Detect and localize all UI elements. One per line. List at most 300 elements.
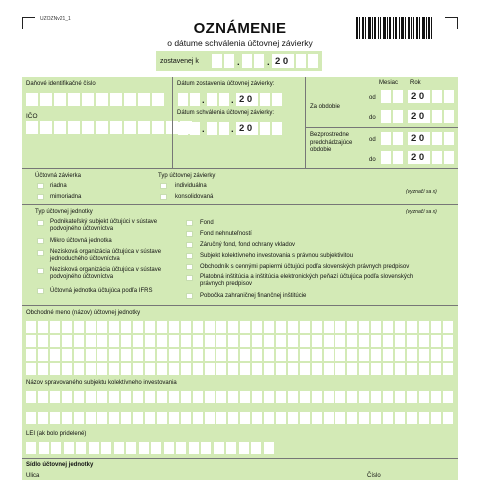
business-name-cells-cell[interactable]	[359, 363, 369, 375]
fund-manager-cells-cell[interactable]	[300, 391, 310, 403]
compiled-month-2[interactable]	[219, 93, 229, 106]
business-name-cells-cell[interactable]	[121, 363, 131, 375]
statement-type-checkbox-1[interactable]	[37, 183, 44, 189]
previous-from-label: od	[369, 137, 376, 143]
business-name-cells-cell[interactable]	[193, 335, 203, 347]
compiled-day-2[interactable]	[190, 93, 200, 106]
business-name-cells-cell[interactable]	[264, 335, 274, 347]
business-name-cells-cell[interactable]	[252, 335, 262, 347]
fund-manager-cells-cell[interactable]	[443, 391, 453, 403]
business-name-cells-cell[interactable]	[26, 335, 36, 347]
fund-manager-cells-cell[interactable]	[276, 412, 286, 424]
lei-cells-cell[interactable]	[89, 442, 99, 454]
business-name-cells-cell[interactable]	[252, 363, 262, 375]
business-name-cells-cell[interactable]	[157, 363, 167, 375]
business-name-cells-cell[interactable]	[371, 349, 381, 361]
business-name-cells-cell[interactable]	[74, 321, 84, 333]
business-name-cells-cell[interactable]	[97, 335, 107, 347]
business-name-cells-cell[interactable]	[26, 321, 36, 333]
fund-manager-cells-cell[interactable]	[216, 412, 226, 424]
business-name-cells-cell[interactable]	[86, 349, 96, 361]
business-name-cells-cell[interactable]	[383, 363, 393, 375]
business-name-cells-cell[interactable]	[240, 363, 250, 375]
business-name-cells-cell[interactable]	[407, 363, 417, 375]
business-name-cells-cell[interactable]	[443, 335, 453, 347]
business-name-cells-cell[interactable]	[38, 349, 48, 361]
business-name-cells-cell[interactable]	[109, 335, 119, 347]
entity-left-checkbox-5[interactable]	[37, 288, 44, 294]
current-from-month-2[interactable]	[393, 90, 403, 103]
business-name-cells-cell[interactable]	[121, 321, 131, 333]
previous-to-month-1[interactable]	[381, 151, 391, 164]
business-name-cells-cell[interactable]	[383, 349, 393, 361]
current-to-month-2[interactable]	[393, 110, 403, 123]
business-name-cells-cell[interactable]	[145, 335, 155, 347]
entity-right-checkbox-3[interactable]	[186, 242, 193, 248]
business-name-cells-cell[interactable]	[74, 349, 84, 361]
divider-names	[22, 305, 458, 306]
business-name-cells-cell[interactable]	[347, 349, 357, 361]
business-name-cells-cell[interactable]	[38, 321, 48, 333]
approved-month-1[interactable]	[207, 122, 217, 135]
fund-manager-cells-cell[interactable]	[252, 412, 262, 424]
month-header: Mesiac	[379, 80, 399, 86]
compiled-date-label: zostavenej k	[160, 58, 199, 65]
fund-manager-cells-cell[interactable]	[419, 391, 429, 403]
fund-manager-cells-cell[interactable]	[395, 412, 405, 424]
fund-manager-cells-cell[interactable]	[97, 412, 107, 424]
business-name-cells-cell[interactable]	[419, 335, 429, 347]
business-name-cells-cell[interactable]	[264, 321, 274, 333]
business-name-cells-cell[interactable]	[300, 349, 310, 361]
business-name-cells-cell[interactable]	[395, 321, 405, 333]
fund-manager-cells-cell[interactable]	[121, 412, 131, 424]
fund-manager-cells-cell[interactable]	[395, 391, 405, 403]
compiled-month-cell-2[interactable]	[254, 54, 264, 68]
business-name-cells-cell[interactable]	[383, 321, 393, 333]
fund-manager-cells-cell[interactable]	[312, 412, 322, 424]
statement-kind-checkbox-2[interactable]	[160, 194, 167, 200]
business-name-cells-cell[interactable]	[145, 321, 155, 333]
fund-manager-cells-cell[interactable]	[133, 391, 143, 403]
compiled-day-cell-2[interactable]	[224, 54, 234, 68]
compiled-month-1[interactable]	[207, 93, 217, 106]
fund-manager-cells-cell[interactable]	[181, 412, 191, 424]
business-name-cells-cell[interactable]	[288, 363, 298, 375]
business-name-cells-cell[interactable]	[216, 321, 226, 333]
business-name-cells-cell[interactable]	[395, 349, 405, 361]
business-name-cells-cell[interactable]	[86, 321, 96, 333]
fund-manager-cells-cell[interactable]	[121, 391, 131, 403]
business-name-cells-cell[interactable]	[205, 335, 215, 347]
fund-manager-cells-cell[interactable]	[86, 391, 96, 403]
business-name-cells-cell[interactable]	[347, 335, 357, 347]
business-name-cells-cell[interactable]	[86, 363, 96, 375]
compiled-day-1[interactable]	[178, 93, 188, 106]
fund-manager-cells-cell[interactable]	[264, 391, 274, 403]
previous-from-month-1[interactable]	[381, 132, 391, 145]
entity-right-checkbox-7[interactable]	[186, 293, 193, 299]
fund-manager-cells-cell[interactable]	[133, 412, 143, 424]
fund-manager-cells-cell[interactable]	[50, 412, 60, 424]
fund-manager-cells-cell[interactable]	[74, 412, 84, 424]
business-name-cells-cell[interactable]	[407, 321, 417, 333]
business-name-cells-cell[interactable]	[121, 349, 131, 361]
fund-manager-cells-cell[interactable]	[157, 391, 167, 403]
fund-manager-cells-cell[interactable]	[276, 391, 286, 403]
business-name-cells-cell[interactable]	[264, 349, 274, 361]
business-name-cells-cell[interactable]	[335, 321, 345, 333]
compiled-year-cell-2[interactable]	[308, 54, 318, 68]
business-name-cells-cell[interactable]	[205, 321, 215, 333]
lei-cells-cell[interactable]	[214, 442, 224, 454]
business-name-cells-cell[interactable]	[181, 349, 191, 361]
business-name-cells-cell[interactable]	[431, 335, 441, 347]
lei-cells-cell[interactable]	[76, 442, 86, 454]
business-name-cells-cell[interactable]	[443, 321, 453, 333]
business-name-cells-cell[interactable]	[193, 321, 203, 333]
business-name-cells-cell[interactable]	[62, 363, 72, 375]
lei-cells-cell[interactable]	[176, 442, 186, 454]
fund-manager-cells-cell[interactable]	[145, 391, 155, 403]
lei-cells-cell[interactable]	[251, 442, 261, 454]
business-name-cells-cell[interactable]	[240, 335, 250, 347]
lei-cells-cell[interactable]	[26, 442, 36, 454]
fund-manager-cells-cell[interactable]	[324, 412, 334, 424]
fund-manager-cells-cell[interactable]	[359, 391, 369, 403]
business-name-cells-cell[interactable]	[169, 363, 179, 375]
ico-cells[interactable]	[26, 121, 192, 134]
fund-manager-cells-cell[interactable]	[371, 412, 381, 424]
approved-month-2[interactable]	[219, 122, 229, 135]
business-name-cells-cell[interactable]	[97, 349, 107, 361]
barcode	[356, 17, 432, 39]
fund-manager-cells-cell[interactable]	[252, 391, 262, 403]
business-name-cells-cell[interactable]	[300, 335, 310, 347]
business-name-cells-cell[interactable]	[312, 363, 322, 375]
business-name-cells-cell[interactable]	[50, 363, 60, 375]
fund-manager-cells-cell[interactable]	[38, 391, 48, 403]
business-name-cells-cell[interactable]	[347, 321, 357, 333]
fund-manager-cells-cell[interactable]	[419, 412, 429, 424]
business-name-cells-cell[interactable]	[288, 335, 298, 347]
business-name-cells-cell[interactable]	[419, 349, 429, 361]
fund-manager-cells-cell[interactable]	[145, 412, 155, 424]
business-name-cells-cell[interactable]	[240, 349, 250, 361]
business-name-cells-cell[interactable]	[300, 363, 310, 375]
fund-manager-cells-cell[interactable]	[240, 391, 250, 403]
business-name-cells-cell[interactable]	[86, 335, 96, 347]
business-name-cells-cell[interactable]	[109, 349, 119, 361]
lei-cells-cell[interactable]	[39, 442, 49, 454]
business-name-cells-cell[interactable]	[288, 321, 298, 333]
fund-manager-cells-cell[interactable]	[312, 391, 322, 403]
statement-type-checkbox-2[interactable]	[37, 194, 44, 200]
business-name-cells-cell[interactable]	[97, 321, 107, 333]
business-name-cells-cell[interactable]	[133, 321, 143, 333]
business-name-cells-cell[interactable]	[133, 349, 143, 361]
fund-manager-cells-cell[interactable]	[181, 391, 191, 403]
business-name-cells-cell[interactable]	[324, 349, 334, 361]
approved-day-2[interactable]	[190, 122, 200, 135]
business-name-cells-cell[interactable]	[50, 321, 60, 333]
fund-manager-cells-cell[interactable]	[371, 391, 381, 403]
lei-cells-cell[interactable]	[264, 442, 274, 454]
lei-cells-cell[interactable]	[189, 442, 199, 454]
previous-to-year-2[interactable]	[444, 151, 454, 164]
business-name-cells-cell[interactable]	[443, 363, 453, 375]
divider-period-rows	[305, 127, 458, 128]
entity-right-checkbox-4[interactable]	[186, 253, 193, 259]
current-to-year-1[interactable]	[432, 110, 442, 123]
entity-right-checkbox-2[interactable]	[186, 231, 193, 237]
compiled-year-1[interactable]	[260, 93, 270, 106]
business-name-cells-cell[interactable]	[193, 363, 203, 375]
business-name-cells-cell[interactable]	[193, 349, 203, 361]
lei-cells-cell[interactable]	[114, 442, 124, 454]
business-name-cells-cell[interactable]	[324, 335, 334, 347]
business-name-cells-cell[interactable]	[216, 363, 226, 375]
fund-manager-cells-cell[interactable]	[169, 412, 179, 424]
business-name-cells-cell[interactable]	[50, 335, 60, 347]
business-name-cells-cell[interactable]	[383, 335, 393, 347]
business-name-cells-cell[interactable]	[181, 363, 191, 375]
business-name-cells-cell[interactable]	[407, 349, 417, 361]
business-name-cells-cell[interactable]	[133, 335, 143, 347]
business-name-cells-cell[interactable]	[407, 335, 417, 347]
previous-from-month-2[interactable]	[393, 132, 403, 145]
lei-cells-cell[interactable]	[64, 442, 74, 454]
approved-year-2[interactable]	[272, 122, 282, 135]
business-name-cells-cell[interactable]	[38, 335, 48, 347]
business-name-cells-cell[interactable]	[431, 321, 441, 333]
entity-left-checkbox-2[interactable]	[37, 238, 44, 244]
lei-cells-cell[interactable]	[164, 442, 174, 454]
lei-cells-cell[interactable]	[151, 442, 161, 454]
business-name-cells[interactable]	[26, 321, 454, 375]
business-name-cells-cell[interactable]	[335, 349, 345, 361]
business-name-cells-cell[interactable]	[312, 349, 322, 361]
current-from-year-1[interactable]	[432, 90, 442, 103]
fund-manager-cells-cell[interactable]	[288, 391, 298, 403]
business-name-cells-cell[interactable]	[276, 321, 286, 333]
fund-manager-cells-cell[interactable]	[347, 391, 357, 403]
business-name-cells-cell[interactable]	[359, 321, 369, 333]
lei-cells-cell[interactable]	[201, 442, 211, 454]
business-name-cells-cell[interactable]	[419, 321, 429, 333]
business-name-cells-cell[interactable]	[395, 363, 405, 375]
business-name-cells-cell[interactable]	[38, 363, 48, 375]
business-name-cells-cell[interactable]	[288, 349, 298, 361]
compiled-month-cell-1[interactable]	[242, 54, 252, 68]
fund-manager-cells-cell[interactable]	[109, 412, 119, 424]
business-name-cells-cell[interactable]	[324, 321, 334, 333]
business-name-cells-cell[interactable]	[300, 321, 310, 333]
lei-cells[interactable]	[26, 442, 286, 454]
business-name-cells-cell[interactable]	[264, 363, 274, 375]
business-name-cells-cell[interactable]	[276, 363, 286, 375]
business-name-cells-cell[interactable]	[216, 335, 226, 347]
fund-manager-cells-cell[interactable]	[240, 412, 250, 424]
business-name-cells-cell[interactable]	[228, 321, 238, 333]
business-name-cells-cell[interactable]	[228, 349, 238, 361]
business-name-cells-cell[interactable]	[157, 349, 167, 361]
business-name-cells-cell[interactable]	[431, 349, 441, 361]
entity-type-hint: (vyznačí sa x)	[406, 209, 437, 215]
lei-cells-cell[interactable]	[126, 442, 136, 454]
business-name-cells-cell[interactable]	[145, 349, 155, 361]
business-name-cells-cell[interactable]	[371, 321, 381, 333]
fund-manager-cells-cell[interactable]	[228, 412, 238, 424]
business-name-cells-cell[interactable]	[347, 363, 357, 375]
business-name-cells-cell[interactable]	[359, 349, 369, 361]
current-to-month-1[interactable]	[381, 110, 391, 123]
current-to-year-2[interactable]	[444, 110, 454, 123]
fund-manager-cells-cell[interactable]	[205, 391, 215, 403]
fund-manager-cells-cell[interactable]	[205, 412, 215, 424]
lei-cells-cell[interactable]	[239, 442, 249, 454]
fund-manager-cells-cell[interactable]	[288, 412, 298, 424]
business-name-cells-cell[interactable]	[205, 349, 215, 361]
previous-from-year-2[interactable]	[444, 132, 454, 145]
fund-manager-cells-cell[interactable]	[157, 412, 167, 424]
previous-from-year-1[interactable]	[432, 132, 442, 145]
business-name-cells-cell[interactable]	[62, 321, 72, 333]
fund-manager-cells-cell[interactable]	[324, 391, 334, 403]
entity-right-option-4: Subjekt kolektívneho investovania s právnou subjektivitou	[200, 253, 354, 259]
business-name-cells-cell[interactable]	[371, 363, 381, 375]
business-name-cells-cell[interactable]	[276, 349, 286, 361]
business-name-cells-cell[interactable]	[252, 321, 262, 333]
page-subtitle: o dátume schválenia účtovnej závierky	[167, 38, 313, 48]
business-name-cells-cell[interactable]	[181, 335, 191, 347]
entity-right-checkbox-5[interactable]	[186, 264, 193, 270]
fund-manager-cells-cell[interactable]	[431, 391, 441, 403]
business-name-cells-cell[interactable]	[228, 363, 238, 375]
business-name-cells-cell[interactable]	[205, 363, 215, 375]
business-name-cells-cell[interactable]	[74, 335, 84, 347]
business-name-cells-cell[interactable]	[312, 321, 322, 333]
lei-cells-cell[interactable]	[101, 442, 111, 454]
business-name-cells-cell[interactable]	[133, 363, 143, 375]
fund-manager-cells-cell[interactable]	[62, 412, 72, 424]
statement-kind-checkbox-1[interactable]	[160, 183, 167, 189]
business-name-cells-cell[interactable]	[359, 335, 369, 347]
fund-manager-cells-cell[interactable]	[74, 391, 84, 403]
business-name-cells-cell[interactable]	[371, 335, 381, 347]
fund-manager-cells-cell[interactable]	[62, 391, 72, 403]
entity-left-checkbox-3[interactable]	[37, 250, 44, 256]
fund-manager-cells-cell[interactable]	[26, 412, 36, 424]
business-name-cells-cell[interactable]	[169, 335, 179, 347]
previous-to-year-1[interactable]	[432, 151, 442, 164]
fund-manager-cells-cell[interactable]	[383, 412, 393, 424]
lei-cells-cell[interactable]	[51, 442, 61, 454]
business-name-cells-cell[interactable]	[109, 321, 119, 333]
business-name-cells-cell[interactable]	[443, 349, 453, 361]
business-name-cells-cell[interactable]	[252, 349, 262, 361]
business-name-cells-cell[interactable]	[335, 335, 345, 347]
fund-manager-cells-cell[interactable]	[264, 412, 274, 424]
business-name-cells-cell[interactable]	[145, 363, 155, 375]
fund-manager-cells-cell[interactable]	[216, 391, 226, 403]
fund-manager-cells-cell[interactable]	[26, 391, 36, 403]
business-name-cells-cell[interactable]	[335, 363, 345, 375]
business-name-cells-cell[interactable]	[74, 363, 84, 375]
business-name-cells-cell[interactable]	[276, 335, 286, 347]
current-from-month-1[interactable]	[381, 90, 391, 103]
business-name-cells-cell[interactable]	[62, 349, 72, 361]
fund-manager-cells-cell[interactable]	[38, 412, 48, 424]
fund-manager-cells-cell[interactable]	[443, 412, 453, 424]
business-name-cells-cell[interactable]	[97, 363, 107, 375]
fund-manager-cells-cell[interactable]	[335, 412, 345, 424]
business-name-cells-cell[interactable]	[419, 363, 429, 375]
business-name-cells-cell[interactable]	[216, 349, 226, 361]
business-name-cells-cell[interactable]	[395, 335, 405, 347]
business-name-cells-cell[interactable]	[431, 363, 441, 375]
fund-manager-cells-cell[interactable]	[300, 412, 310, 424]
fund-manager-cells[interactable]	[26, 391, 454, 425]
business-name-cells-cell[interactable]	[109, 363, 119, 375]
business-name-cells-cell[interactable]	[312, 335, 322, 347]
fund-manager-cells-cell[interactable]	[335, 391, 345, 403]
fund-manager-cells-cell[interactable]	[359, 412, 369, 424]
fund-manager-cells-cell[interactable]	[431, 412, 441, 424]
fund-manager-cells-cell[interactable]	[193, 412, 203, 424]
entity-left-checkbox-4[interactable]	[37, 268, 44, 274]
business-name-cells-cell[interactable]	[240, 321, 250, 333]
approved-year-1[interactable]	[260, 122, 270, 135]
fund-manager-cells-cell[interactable]	[383, 391, 393, 403]
fund-manager-cells-cell[interactable]	[228, 391, 238, 403]
business-name-cells-cell[interactable]	[157, 321, 167, 333]
entity-left-checkbox-1[interactable]	[37, 220, 44, 226]
fund-manager-cells-cell[interactable]	[407, 391, 417, 403]
fund-manager-cells-cell[interactable]	[347, 412, 357, 424]
compiled-day-cell-1[interactable]	[212, 54, 222, 68]
business-name-cells-cell[interactable]	[324, 363, 334, 375]
compiled-year-cell-1[interactable]	[296, 54, 306, 68]
lei-cells-cell[interactable]	[226, 442, 236, 454]
fund-manager-cells-cell[interactable]	[169, 391, 179, 403]
business-name-cells-cell[interactable]	[169, 321, 179, 333]
entity-right-checkbox-6[interactable]	[186, 275, 193, 281]
fund-manager-cells-cell[interactable]	[50, 391, 60, 403]
previous-to-month-2[interactable]	[393, 151, 403, 164]
business-name-cells-cell[interactable]	[26, 349, 36, 361]
business-name-cells-cell[interactable]	[26, 363, 36, 375]
business-name-cells-cell[interactable]	[62, 335, 72, 347]
business-name-cells-cell[interactable]	[121, 335, 131, 347]
business-name-cells-cell[interactable]	[181, 321, 191, 333]
compiled-year-2[interactable]	[272, 93, 282, 106]
fund-manager-cells-cell[interactable]	[86, 412, 96, 424]
fund-manager-cells-cell[interactable]	[97, 391, 107, 403]
approved-day-1[interactable]	[178, 122, 188, 135]
business-name-cells-cell[interactable]	[50, 349, 60, 361]
business-name-cells-cell[interactable]	[169, 349, 179, 361]
lei-cells-cell[interactable]	[139, 442, 149, 454]
entity-right-checkbox-1[interactable]	[186, 220, 193, 226]
business-name-cells-cell[interactable]	[157, 335, 167, 347]
fund-manager-cells-cell[interactable]	[407, 412, 417, 424]
business-name-cells-cell[interactable]	[228, 335, 238, 347]
fund-manager-cells-cell[interactable]	[109, 391, 119, 403]
dic-cells[interactable]	[26, 93, 164, 106]
current-from-year-2[interactable]	[444, 90, 454, 103]
fund-manager-cells-cell[interactable]	[193, 391, 203, 403]
